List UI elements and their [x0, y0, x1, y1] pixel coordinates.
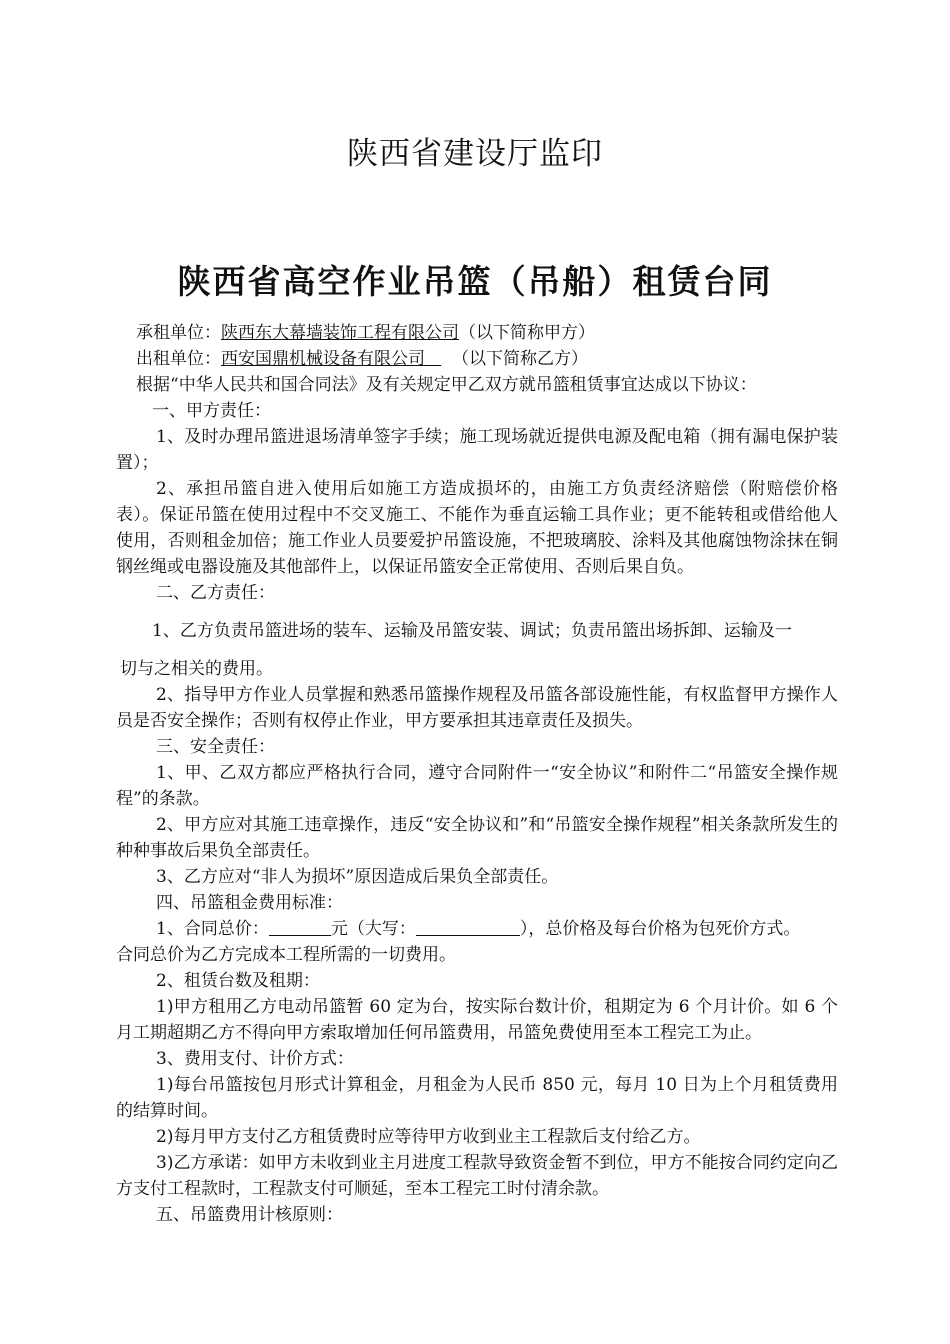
- lessee-name: 陕西东大幕墙装饰工程有限公司: [221, 323, 459, 343]
- lessor-suffix: （以下简称乙方）: [452, 349, 589, 369]
- section-1-para-1: 1、及时办理吊篮进退场清单签字手续；施工现场就近提供电源及配电箱（拥有漏电保护装置）；: [116, 427, 838, 473]
- lessor-line: [116, 346, 838, 372]
- contract-price-note: 合同总价为乙方完成本工程所需的一切费用。: [116, 945, 456, 965]
- section-3-heading: 三、安全责任：: [156, 737, 275, 757]
- section-2-para-1b: 切与之相关的费用。: [120, 659, 273, 679]
- rental-count-heading: 2、租赁台数及租期：: [156, 971, 320, 991]
- section-2-para-1a: 1、乙方负责吊篮进场的装车、运输及吊篮安装、调试；负责吊篮出场拆卸、运输及一: [152, 621, 792, 641]
- contract-body: [116, 320, 838, 1228]
- price-amount-blank[interactable]: [269, 917, 331, 936]
- payment-para-1: 1)每台吊篮按包月形式计算租金，月租金为人民币 850 元，每月 10 日为上个月租赁费用的结算时间。: [116, 1075, 838, 1121]
- price-words-label: 元（大写：: [330, 919, 416, 939]
- price-words-blank[interactable]: [416, 917, 520, 936]
- lessor-label: 出租单位：: [136, 349, 221, 369]
- section-2-para-2: 2、指导甲方作业人员掌握和熟悉吊篮操作规程及吊篮各部设施性能，有权监督甲方操作人员是否安全操作；否则有权停止作业，甲方要承担其违章责任及损失。: [116, 685, 838, 731]
- lessor-name: 西安国鼎机械设备有限公司: [221, 349, 425, 369]
- header-seal-text: 陕西省建设厅监印: [347, 136, 603, 172]
- payment-para-2: 2)每月甲方支付乙方租赁费时应等待甲方收到业主工程款后支付给乙方。: [156, 1127, 701, 1147]
- lessee-line: [116, 320, 838, 346]
- section-2-heading: 二、乙方责任：: [156, 583, 275, 603]
- document-title: 陕西省高空作业吊篮（吊船）租赁台同: [177, 262, 773, 301]
- price-label: 1、合同总价：: [156, 919, 269, 939]
- payment-para-3: 3)乙方承诺：如甲方未收到业主月进度工程款导致资金暂不到位，甲方不能按合同约定向乙方支付工程款时，工程款支付可顺延，至本工程完工时付清余款。: [116, 1153, 838, 1199]
- payment-heading: 3、费用支付、计价方式：: [156, 1049, 354, 1069]
- rental-count-para: 1)甲方租用乙方电动吊篮暂 60 定为台，按实际台数计价，租期定为 6 个月计价。如 6 个月工期超期乙方不得向甲方索取增加任何吊篮费用，吊篮免费使用至本工程完工为止。: [116, 997, 838, 1043]
- section-1-para-2: 2、承担吊篮自进入使用后如施工方造成损坏的，由施工方负责经济赔偿（附赔偿价格表）。保证吊篮在使用过程中不交叉施工、不能作为垂直运输工具作业；更不能转租或借给他人使用，否则租金加倍；施工作业人员要爱护吊篮设施，不把玻璃胶、涂料及其他腐蚀物涂抹在铜钢丝绳或电器设施及其他部件上，以保证吊篮安全正常使用、否则后果自负。: [116, 479, 838, 577]
- contract-price-line: [116, 916, 838, 942]
- lessee-label: 承租单位：: [136, 323, 221, 343]
- section-3-para-3: 3、乙方应对“非人为损坏”原因造成后果负全部责任。: [156, 867, 559, 887]
- section-3-para-2: 2、甲方应对其施工违章操作，违反“安全协议和”和“吊篮安全操作规程”相关条款所发生的种种事故后果负全部责任。: [116, 815, 838, 861]
- section-4-heading: 四、吊篮租金费用标准：: [156, 893, 343, 913]
- intro-line: 根据“中华人民共和国合同法》及有关规定甲乙双方就吊篮租赁事宜达成以下协议：: [136, 375, 757, 395]
- price-terms: ），总价格及每台价格为包死价方式。: [519, 919, 801, 939]
- section-5-heading: 五、吊篮费用计核原则：: [156, 1205, 343, 1225]
- section-1-heading: 一、甲方责任：: [152, 401, 271, 421]
- lessee-suffix: （以下简称甲方）: [459, 323, 595, 343]
- section-3-para-1: 1、甲、乙双方都应严格执行合同，遵守合同附件一“安全协议”和附件二“吊篮安全操作规程”的条款。: [116, 763, 838, 809]
- lessor-underline-tail: [425, 349, 441, 369]
